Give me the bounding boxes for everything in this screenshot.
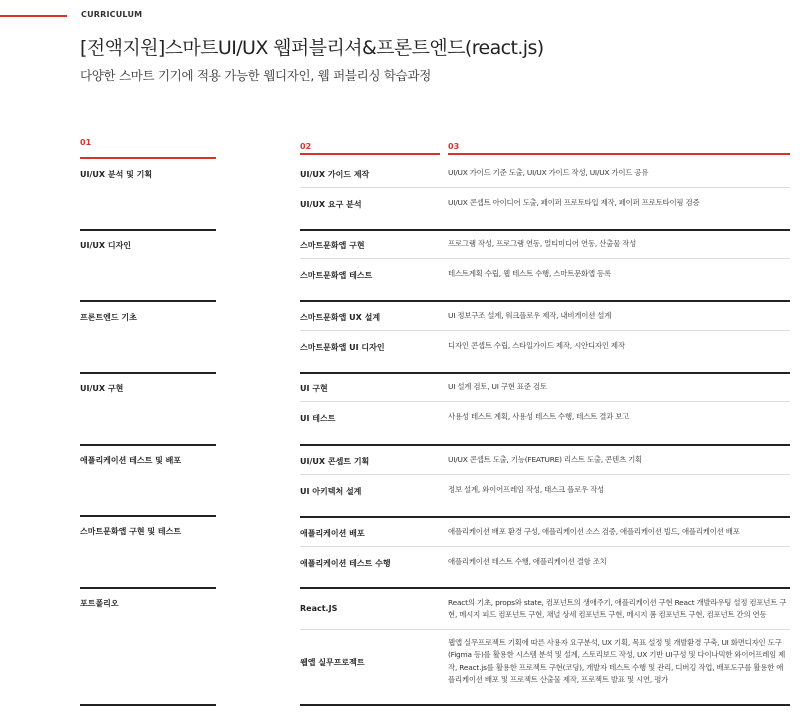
module-label: 애플리케이션 테스트 및 배포	[80, 456, 182, 465]
row-divider	[300, 330, 790, 331]
accent-line	[0, 15, 67, 17]
unit-name: React.JS	[300, 604, 338, 613]
unit-detail: 애플리케이션 테스트 수행, 애플리케이션 결함 조치	[448, 557, 607, 566]
group-divider	[300, 444, 790, 446]
page-subtitle: 다양한 스마트 기기에 적용 가능한 웹디자인, 웹 퍼블리싱 학습과정	[80, 68, 431, 83]
unit-name: UI/UX 요구 분석	[300, 200, 362, 209]
unit-detail: 웹앱 실무프로젝트 기획에 따른 사용자 요구분석, UX 기획, 목표 설정 및 개발환경 구축, UI 화면디자인 도구(Figma 등)를 활용한 시스템 분석 및 설계, 스토리보드 작성, UX 기반 UI구성 및 다이나믹한 와이어프레임 제작, React.js를 활용한 프로젝트 구현(코딩), 개발자 테스트 수행 및 관리, 디버깅 작업, 배포도구를 활용한 애플리케이션 배포 및 프로젝트 산출물 제작, 프로젝트 발표 및 시연, 평가	[448, 638, 786, 684]
unit-name: UI/UX 가이드 제작	[300, 170, 370, 179]
row-divider	[300, 629, 790, 630]
unit-detail: 정보 설계, 와이어프레임 작성, 태스크 플로우 작성	[448, 485, 604, 494]
group-divider	[300, 300, 790, 302]
unit-detail: 사용성 테스트 계획, 사용성 테스트 수행, 테스트 결과 보고	[448, 412, 630, 421]
unit-detail: UI/UX 콘셉트 도출, 기능(FEATURE) 리스트 도출, 콘텐츠 기획	[448, 455, 642, 464]
unit-detail: 디자인 콘셉트 수립, 스타일가이드 제작, 시안디자인 제작	[448, 341, 625, 350]
unit-name: UI/UX 콘셉트 기획	[300, 457, 370, 466]
module-rule	[80, 704, 216, 706]
unit-detail: UI 정보구조 설계, 워크플로우 제작, 내비게이션 설계	[448, 311, 612, 320]
module-rule	[80, 372, 216, 374]
unit-name: UI 아키텍처 설계	[300, 487, 362, 496]
module-rule	[80, 300, 216, 302]
module-label: 프론트엔드 기초	[80, 313, 137, 322]
module-label: UI/UX 분석 및 기획	[80, 170, 153, 179]
unit-name: 스마트문화앱 UI 디자인	[300, 343, 385, 352]
module-label: UI/UX 디자인	[80, 241, 132, 250]
column-rule-03	[448, 153, 790, 155]
module-label: UI/UX 구현	[80, 384, 124, 393]
column-header-02: 02	[300, 142, 312, 151]
column-rule-01	[80, 157, 216, 159]
unit-name: 스마트문화앱 구현	[300, 241, 365, 250]
unit-detail: React의 기초, props와 state, 컴포넌트의 생애주기, 애플리케이션 구현 React 개발라우팅 설정 컴포넌트 구현, 메시지 피드 컴포넌트 구현, 채널 상세 컴포넌트 구현, 메시지 폼 컴포넌트 구현, 컴포넌트 간의 연동	[448, 598, 787, 620]
row-divider	[300, 187, 790, 188]
unit-detail: 애플리케이션 배포 환경 구성, 애플리케이션 소스 검증, 애플리케이션 빌드, 애플리케이션 배포	[448, 527, 740, 536]
unit-detail: UI/UX 콘셉트 아이디어 도출, 페이퍼 프로토타입 제작, 페이퍼 프로토타이핑 검증	[448, 198, 700, 207]
column-header-03: 03	[448, 142, 460, 151]
row-divider	[300, 258, 790, 259]
group-divider	[300, 372, 790, 374]
section-eyebrow: CURRICULUM	[81, 10, 143, 19]
module-rule	[80, 515, 216, 517]
unit-name: 애플리케이션 테스트 수행	[300, 559, 391, 568]
unit-name: UI 테스트	[300, 414, 336, 423]
unit-name: 웹앱 실무프로젝트	[300, 658, 365, 667]
row-divider	[300, 546, 790, 547]
row-divider	[300, 474, 790, 475]
module-rule	[80, 229, 216, 231]
module-label: 스마트문화앱 구현 및 테스트	[80, 527, 182, 536]
unit-detail: 테스트계획 수립, 웹 테스트 수행, 스마트문화앱 등록	[448, 269, 611, 278]
unit-detail: 프로그램 작성, 프로그램 연동, 멀티미디어 연동, 산출물 작성	[448, 239, 637, 248]
unit-name: 애플리케이션 배포	[300, 529, 365, 538]
row-divider	[300, 401, 790, 402]
page-title: [전액지원]스마트UI/UX 웹퍼블리셔&프론트엔드(react.js)	[80, 37, 544, 59]
unit-detail: UI 설계 검토, UI 구현 표준 검토	[448, 382, 547, 391]
group-divider	[300, 704, 790, 706]
group-divider	[300, 516, 790, 518]
module-rule	[80, 587, 216, 589]
group-divider	[300, 229, 790, 231]
unit-detail: UI/UX 가이드 기준 도출, UI/UX 가이드 작성, UI/UX 가이드 공유	[448, 168, 649, 177]
unit-name: UI 구현	[300, 384, 328, 393]
module-label: 포트폴리오	[80, 599, 119, 608]
group-divider	[300, 587, 790, 589]
column-header-01: 01	[80, 138, 92, 147]
module-rule	[80, 444, 216, 446]
unit-name: 스마트문화앱 UX 설계	[300, 313, 381, 322]
column-rule-02	[300, 153, 440, 155]
unit-name: 스마트문화앱 테스트	[300, 271, 373, 280]
